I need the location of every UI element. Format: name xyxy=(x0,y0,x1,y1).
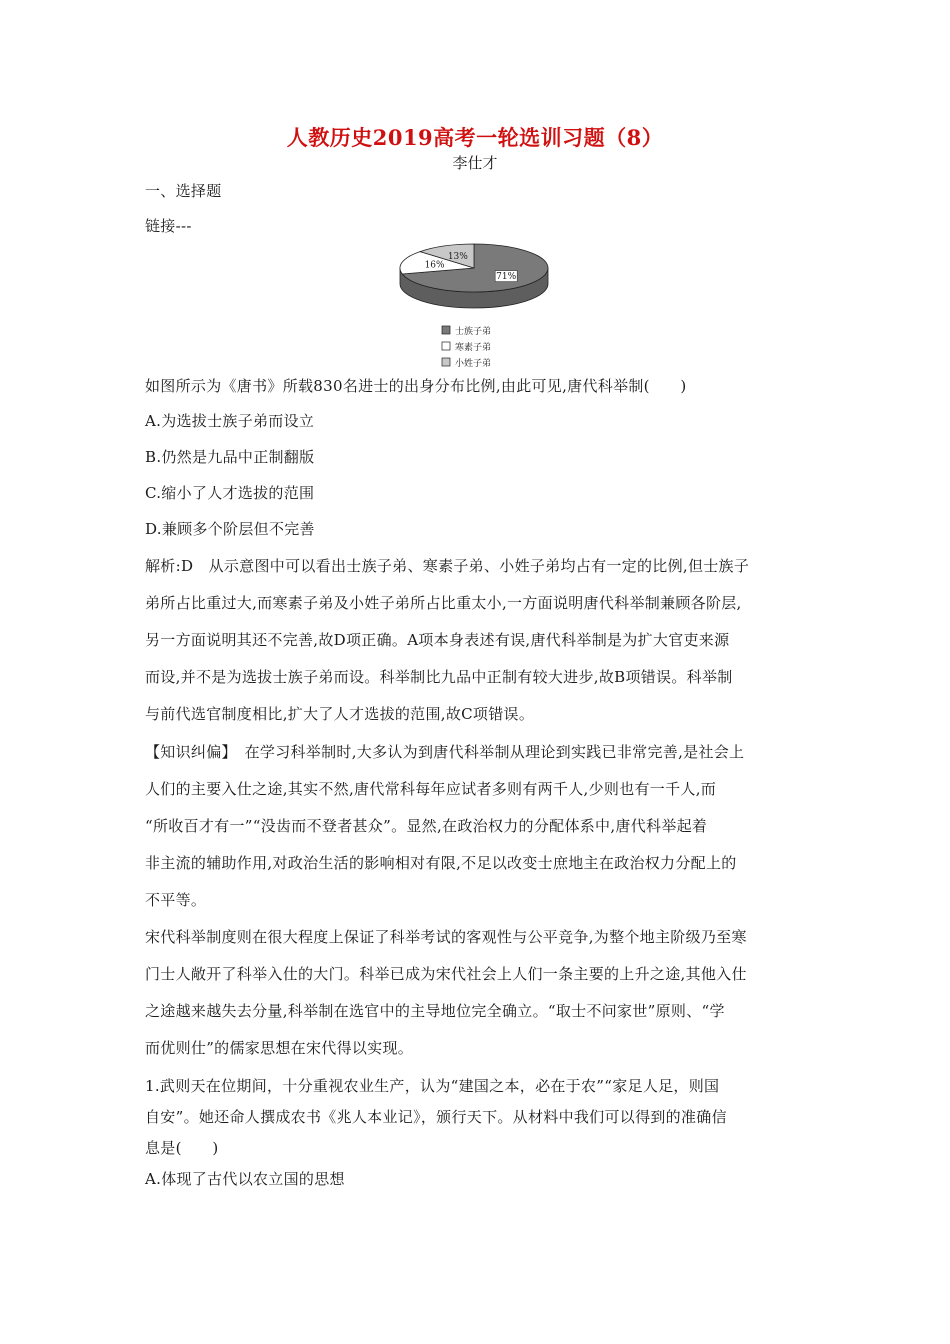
option-d: D.兼顾多个阶层但不完善 xyxy=(145,520,315,538)
pie-chart xyxy=(392,238,567,370)
q1-line: 自安”。她还命人撰成农书《兆人本业记》，颁行天下。从材料中我们可以得到的准确信 xyxy=(145,1108,727,1126)
song-line: 门士人敞开了科举入仕的大门。科举已成为宋代社会上人们一条主要的上升之途,其他入仕 xyxy=(145,965,747,983)
q1-line: 息是( ) xyxy=(145,1139,219,1157)
legend-swatch xyxy=(442,342,450,350)
analysis-line: 解析:D 从示意图中可以看出士族子弟、寒素子弟、小姓子弟均占有一定的比例,但士族子 xyxy=(145,557,750,575)
knowledge-line: “所收百才有一”“没齿而不登者甚众”。显然,在政治权力的分配体系中,唐代科举起着 xyxy=(145,817,708,835)
knowledge-line: 非主流的辅助作用,对政治生活的影响相对有限,不足以改变士庶地主在政治权力分配上的 xyxy=(145,854,737,872)
q1-line: 1.武则天在位期间，十分重视农业生产，认为“建国之本，必在于农”“家足人足，则国 xyxy=(145,1077,720,1095)
pie-slice-label: 71% xyxy=(496,272,517,283)
doc-author: 李仕才 xyxy=(452,154,498,172)
song-line: 之途越来越失去分量,科举制在选官中的主导地位完全确立。“取士不问家世”原则、“学 xyxy=(145,1002,725,1020)
legend-label: 小姓子弟 xyxy=(455,359,492,369)
analysis-line: 而设,并不是为选拔士族子弟而设。科举制比九品中正制有较大进步,故B项错误。科举制 xyxy=(145,668,733,686)
legend-label: 士族子弟 xyxy=(455,327,492,337)
knowledge-line: 不平等。 xyxy=(145,891,207,909)
analysis-line: 弟所占比重过大,而寒素子弟及小姓子弟所占比重太小,一方面说明唐代科举制兼顾各阶层, xyxy=(145,594,742,612)
legend-swatch xyxy=(442,326,450,334)
knowledge-line: 人们的主要入仕之途,其实不然,唐代常科每年应试者多则有两千人,少则也有一千人,而 xyxy=(145,780,717,798)
option-b: B.仍然是九品中正制翻版 xyxy=(145,448,315,466)
pie-slice-label: 16% xyxy=(424,260,445,271)
question-stem: 如图所示为《唐书》所载830名进士的出身分布比例,由此可见,唐代科举制( ) xyxy=(145,377,687,395)
chart-legend xyxy=(442,325,491,369)
song-line: 而优则仕”的儒家思想在宋代得以实现。 xyxy=(145,1039,414,1057)
pie-group xyxy=(400,244,548,308)
pie-slice-label: 13% xyxy=(447,251,468,262)
q1-option-a: A.体现了古代以农立国的思想 xyxy=(145,1170,345,1188)
analysis-line: 与前代选官制度相比,扩大了人才选拔的范围,故C项错误。 xyxy=(145,705,535,723)
knowledge-line: 【知识纠偏】 在学习科举制时,大多认为到唐代科举制从理论到实践已非常完善,是社会上 xyxy=(145,743,745,761)
doc-title: 人教历史2019高考一轮选训习题（8） xyxy=(286,125,664,150)
link-text: 链接--- xyxy=(145,217,192,235)
song-line: 宋代科举制度则在很大程度上保证了科举考试的客观性与公平竞争,为整个地主阶级乃至寒 xyxy=(145,928,747,946)
legend-label: 寒素子弟 xyxy=(455,343,492,353)
option-a: A.为选拔士族子弟而设立 xyxy=(145,412,315,430)
legend-swatch xyxy=(442,358,450,366)
option-c: C.缩小了人才选拔的范围 xyxy=(145,484,315,502)
analysis-line: 另一方面说明其还不完善,故D项正确。A项本身表述有误,唐代科举制是为扩大官吏来源 xyxy=(145,631,730,649)
section-heading: 一、选择题 xyxy=(145,182,222,200)
